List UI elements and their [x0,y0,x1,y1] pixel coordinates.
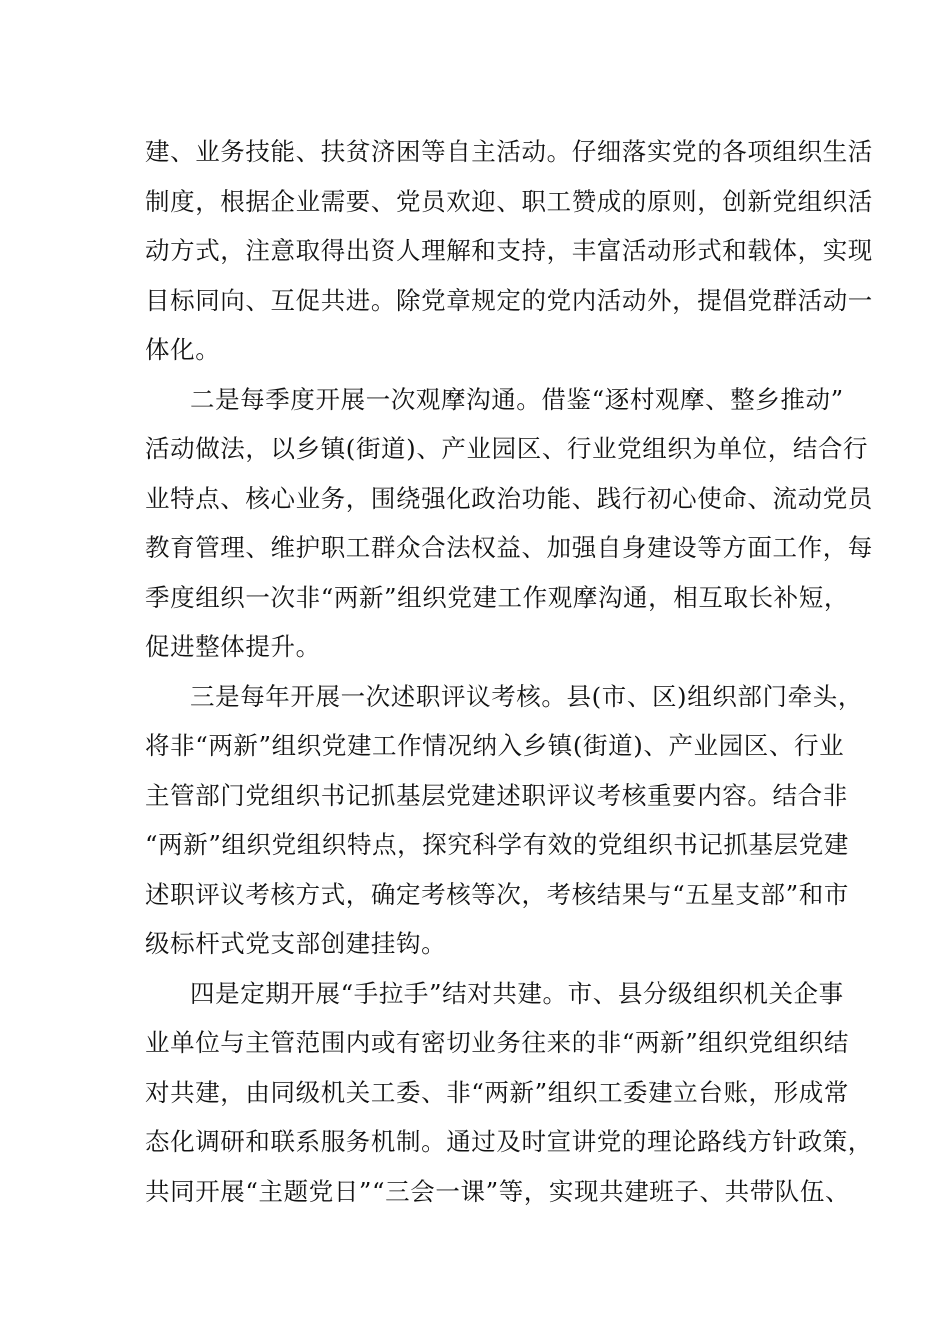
text-line: 业单位与主管范围内或有密切业务往来的非“两新”组织党组织结 [145,1028,849,1057]
text-line: 主管部门党组织书记抓基层党建述职评议考核重要内容。结合非 [145,781,848,810]
text-line: 活动做法，以乡镇(街道)、产业园区、行业党组织为单位，结合行 [145,434,869,463]
text-line: “两新”组织党组织特点，探究科学有效的党组织书记抓基层党建 [145,830,849,859]
text-line: 述职评议考核方式，确定考核等次，考核结果与“五星支部”和市 [145,880,849,909]
text-line: 教育管理、维护职工群众合法权益、加强自身建设等方面工作，每 [145,533,873,562]
text-line: 体化。 [145,335,221,364]
text-line: 促进整体提升。 [145,632,321,661]
text-line: 制度，根据企业需要、党员欢迎、职工赞成的原则，创新党组织活 [145,187,873,216]
text-line: 四是定期开展“手拉手”结对共建。市、县分级组织机关企事 [190,979,844,1008]
text-line: 共同开展“主题党日”“三会一课”等，实现共建班子、共带队伍、 [145,1177,851,1206]
text-line: 态化调研和联系服务机制。通过及时宣讲党的理论路线方针政策， [145,1127,873,1156]
text-line: 业特点、核心业务，围绕强化政治功能、践行初心使命、流动党员 [145,484,873,513]
text-line: 级标杆式党支部创建挂钩。 [145,929,447,958]
text-line: 三是每年开展一次述职评议考核。县(市、区)组织部门牵头， [190,682,863,711]
text-line: 建、业务技能、扶贫济困等自主活动。仔细落实党的各项组织生活 [145,137,873,166]
text-line: 季度组织一次非“两新”组织党建工作观摩沟通，相互取长补短， [145,583,849,612]
text-line: 动方式，注意取得出资人理解和支持，丰富活动形式和载体，实现 [145,236,873,265]
text-line: 对共建，由同级机关工委、非“两新”组织工委建立台账，形成常 [145,1078,849,1107]
text-line: 二是每季度开展一次观摩沟通。借鉴“逐村观摩、整乡推动” [190,385,844,414]
text-line: 将非“两新”组织党建工作情况纳入乡镇(街道)、产业园区、行业 [145,731,845,760]
text-line: 目标同向、互促共进。除党章规定的党内活动外，提倡党群活动一 [145,286,873,315]
